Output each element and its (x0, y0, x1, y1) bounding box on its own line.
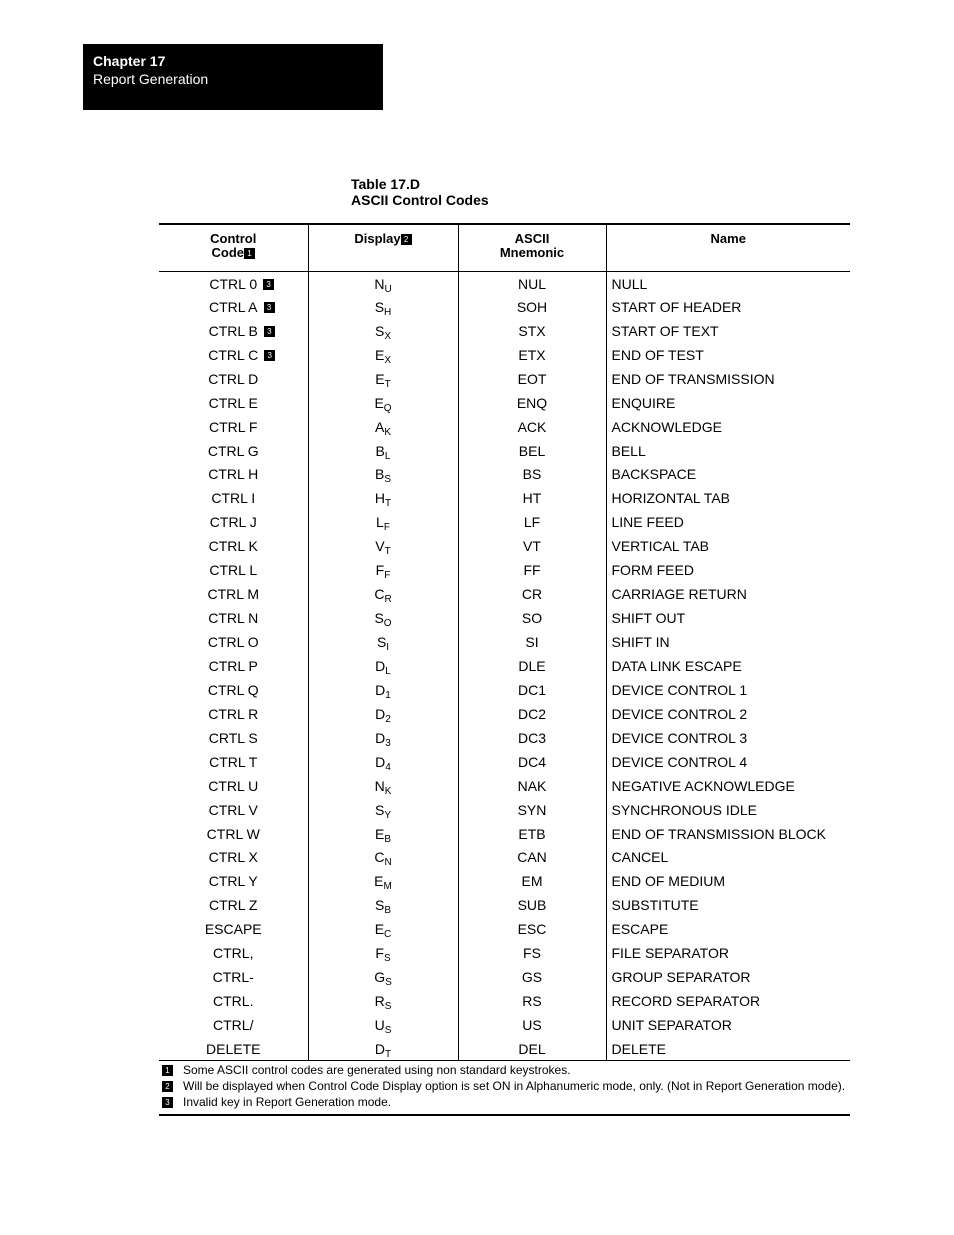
control-code-cell (159, 917, 308, 941)
display-cell (308, 917, 458, 941)
display-cell (308, 822, 458, 846)
display-cell (308, 606, 458, 630)
display-char: S (374, 897, 385, 914)
display-subscript: X (384, 330, 391, 342)
control-code-cell (159, 391, 308, 415)
table-row (159, 822, 850, 846)
code-name-cell: END OF MEDIUM (606, 869, 850, 893)
footnote-marker: 1 (244, 248, 255, 259)
display-char: D (375, 753, 386, 770)
display-cell (308, 367, 458, 391)
display-cell (308, 989, 458, 1013)
code-name-cell: DEVICE CONTROL 1 (606, 678, 850, 702)
display-subscript: C (384, 929, 392, 941)
control-code: CTRL Q (207, 681, 259, 698)
ascii-mnemonic-cell: EOT (458, 367, 606, 391)
display-cell (308, 534, 458, 558)
display-cell (308, 846, 458, 870)
display-subscript: T (384, 546, 391, 558)
ascii-mnemonic-cell: EM (458, 869, 606, 893)
control-code-cell (159, 798, 308, 822)
display-char: E (374, 921, 385, 938)
code-name-cell: CARRIAGE RETURN (606, 582, 850, 606)
ascii-mnemonic-cell: BS (458, 463, 606, 487)
control-code-cell (159, 295, 308, 319)
code-name-cell: SHIFT IN (606, 630, 850, 654)
table-number: Table 17.D (351, 176, 420, 192)
display-subscript: 4 (385, 761, 391, 773)
control-code-cell (159, 822, 308, 846)
ascii-mnemonic-cell: ACK (458, 415, 606, 439)
control-code-cell (159, 439, 308, 463)
control-code: CTRL F (209, 418, 258, 435)
display-char: S (374, 801, 385, 818)
footnote (159, 1094, 850, 1110)
control-code-cell (159, 750, 308, 774)
table-row (159, 415, 850, 439)
footnote-marker: 3 (264, 302, 275, 313)
code-name-cell: NEGATIVE ACKNOWLEDGE (606, 774, 850, 798)
ascii-mnemonic-cell: ESC (458, 917, 606, 941)
display-subscript: L (384, 450, 391, 462)
control-code: CTRL K (208, 538, 258, 555)
control-code: CTRL N (208, 610, 259, 627)
ascii-mnemonic-cell: VT (458, 534, 606, 558)
code-name-cell: END OF TEST (606, 343, 850, 367)
control-code: CTRL J (209, 514, 257, 531)
table-row (159, 558, 850, 582)
ascii-mnemonic-cell: SYN (458, 798, 606, 822)
display-subscript: N (384, 857, 392, 869)
display-cell (308, 415, 458, 439)
chapter-header (83, 44, 383, 110)
chapter-title: Report Generation (93, 71, 209, 87)
display-subscript: O (383, 618, 392, 630)
code-name-cell: LINE FEED (606, 510, 850, 534)
control-code: ESCAPE (204, 921, 262, 938)
display-subscript: K (384, 785, 392, 797)
control-code: CTRL U (208, 777, 259, 794)
table-title: ASCII Control Codes (351, 192, 489, 208)
table-row (159, 486, 850, 510)
display-subscript: S (383, 953, 391, 965)
display-cell (308, 965, 458, 989)
code-name-cell: DEVICE CONTROL 3 (606, 726, 850, 750)
control-code: CTRL W (206, 825, 260, 842)
display-cell (308, 630, 458, 654)
code-name-cell: ACKNOWLEDGE (606, 415, 850, 439)
code-name-cell: GROUP SEPARATOR (606, 965, 850, 989)
ascii-mnemonic-cell: BEL (458, 439, 606, 463)
code-name-cell: END OF TRANSMISSION BLOCK (606, 822, 850, 846)
ascii-mnemonic-cell: ETX (458, 343, 606, 367)
column-header-display: Display 2 (308, 224, 458, 271)
table-row (159, 510, 850, 534)
footnote-text: Some ASCII control codes are generated using non standard keystrokes. (183, 1063, 571, 1077)
control-code: CTRL A (209, 298, 258, 315)
code-name-cell: HORIZONTAL TAB (606, 486, 850, 510)
display-char: E (375, 370, 385, 387)
footnote-marker: 3 (162, 1097, 173, 1108)
display-cell (308, 774, 458, 798)
ascii-mnemonic-cell: DC1 (458, 678, 606, 702)
display-cell (308, 1037, 458, 1061)
display-cell (308, 582, 458, 606)
ascii-mnemonic-cell: RS (458, 989, 606, 1013)
display-char: D (375, 729, 386, 746)
table-header-row (159, 224, 850, 271)
display-subscript: M (383, 881, 392, 893)
control-code: CTRL E (208, 394, 258, 411)
display-cell (308, 941, 458, 965)
control-code-cell (159, 367, 308, 391)
table-row (159, 869, 850, 893)
display-subscript: F (383, 522, 390, 534)
control-code-cell (159, 319, 308, 343)
table-row (159, 630, 850, 654)
control-code-cell (159, 271, 308, 295)
control-code-cell (159, 463, 308, 487)
display-char: A (374, 418, 385, 435)
display-char: D (374, 1040, 385, 1057)
table-row (159, 917, 850, 941)
ascii-mnemonic-cell: NUL (458, 271, 606, 295)
display-subscript: X (384, 354, 391, 366)
control-code: CTRL G (207, 442, 259, 459)
display-subscript: S (384, 474, 391, 486)
display-cell (308, 343, 458, 367)
ascii-mnemonic-cell: ETB (458, 822, 606, 846)
display-char: D (375, 705, 386, 722)
table-row (159, 271, 850, 295)
display-cell (308, 893, 458, 917)
control-code: CTRL Z (209, 897, 258, 914)
code-name-cell: DELETE (606, 1037, 850, 1061)
display-cell (308, 271, 458, 295)
control-code: CTRL, (213, 945, 254, 962)
display-subscript: H (384, 306, 392, 318)
code-name-cell: DEVICE CONTROL 2 (606, 702, 850, 726)
table-row (159, 582, 850, 606)
footnote-marker: 3 (264, 326, 275, 337)
display-cell (308, 869, 458, 893)
column-header-name: Name (606, 224, 850, 271)
table-row (159, 989, 850, 1013)
display-subscript: I (386, 642, 390, 654)
table-row (159, 295, 850, 319)
display-cell (308, 319, 458, 343)
table-footnotes (159, 1062, 850, 1116)
footnote-marker: 1 (162, 1065, 173, 1076)
control-code-cell (159, 654, 308, 678)
table-row (159, 846, 850, 870)
table-row (159, 654, 850, 678)
code-name-cell: END OF TRANSMISSION (606, 367, 850, 391)
control-code-cell (159, 486, 308, 510)
display-char: U (374, 1017, 385, 1034)
ascii-mnemonic-cell: DC3 (458, 726, 606, 750)
display-char: F (375, 562, 385, 579)
footnote (159, 1062, 850, 1078)
code-name-cell: VERTICAL TAB (606, 534, 850, 558)
footnote-marker: 3 (263, 279, 274, 290)
display-subscript: Q (383, 402, 392, 414)
display-cell (308, 798, 458, 822)
ascii-mnemonic-cell: SOH (458, 295, 606, 319)
display-cell (308, 1013, 458, 1037)
control-code-cell (159, 1013, 308, 1037)
footnote-text: Will be displayed when Control Code Display option is set ON in Alphanumeric mode, only. (Not in Report Generation mode). (183, 1079, 846, 1093)
display-char: R (374, 993, 385, 1010)
control-code-cell (159, 558, 308, 582)
display-char: D (375, 681, 386, 698)
code-name-cell: CANCEL (606, 846, 850, 870)
table-row (159, 798, 850, 822)
code-name-cell: DEVICE CONTROL 4 (606, 750, 850, 774)
control-code: CTRL H (208, 466, 259, 483)
display-char: E (374, 346, 385, 363)
table-row (159, 439, 850, 463)
control-code: CTRL X (208, 849, 258, 866)
code-name-cell: SHIFT OUT (606, 606, 850, 630)
control-code: CTRL Y (208, 873, 258, 890)
code-name-cell: SYNCHRONOUS IDLE (606, 798, 850, 822)
control-code-cell (159, 534, 308, 558)
table-caption (351, 176, 489, 208)
ascii-mnemonic-cell: SUB (458, 893, 606, 917)
ascii-mnemonic-cell: CR (458, 582, 606, 606)
control-code: CTRL 0 (209, 276, 258, 293)
table-row (159, 319, 850, 343)
display-cell (308, 726, 458, 750)
control-code-cell (159, 726, 308, 750)
code-name-cell: RECORD SEPARATOR (606, 989, 850, 1013)
ascii-mnemonic-cell: HT (458, 486, 606, 510)
display-cell (308, 750, 458, 774)
ascii-control-codes-table (159, 223, 850, 1061)
table-row (159, 463, 850, 487)
ascii-mnemonic-cell: DLE (458, 654, 606, 678)
display-subscript: S (385, 977, 392, 989)
control-code: CTRL T (209, 753, 258, 770)
control-code: CTRL/ (213, 1017, 254, 1034)
control-code: CTRL B (208, 322, 258, 339)
control-code: CTRL I (211, 490, 256, 507)
control-code-cell (159, 941, 308, 965)
display-cell (308, 486, 458, 510)
ascii-mnemonic-cell: FF (458, 558, 606, 582)
control-code: DELETE (206, 1040, 261, 1057)
code-name-cell: DATA LINK ESCAPE (606, 654, 850, 678)
display-subscript: 2 (385, 713, 391, 725)
display-subscript: S (384, 1001, 392, 1013)
code-name-cell: START OF TEXT (606, 319, 850, 343)
ascii-mnemonic-cell: GS (458, 965, 606, 989)
control-code-cell (159, 893, 308, 917)
control-code-cell (159, 630, 308, 654)
ascii-mnemonic-cell: DC4 (458, 750, 606, 774)
control-code-cell (159, 869, 308, 893)
display-char: E (374, 873, 384, 890)
table-row (159, 1037, 850, 1061)
control-code-cell (159, 510, 308, 534)
control-code-cell (159, 582, 308, 606)
display-subscript: Y (384, 809, 391, 821)
table-row (159, 702, 850, 726)
ascii-mnemonic-cell: ENQ (458, 391, 606, 415)
display-char: H (374, 490, 385, 507)
table-row (159, 750, 850, 774)
table-row (159, 367, 850, 391)
ascii-mnemonic-cell: STX (458, 319, 606, 343)
footnote-marker: 2 (401, 234, 412, 245)
display-char: S (376, 634, 387, 651)
chapter-number: Chapter 17 (93, 53, 166, 69)
display-subscript: F (384, 570, 391, 582)
ascii-mnemonic-cell: CAN (458, 846, 606, 870)
display-cell (308, 463, 458, 487)
code-name-cell: FORM FEED (606, 558, 850, 582)
display-subscript: R (384, 594, 392, 606)
control-code: CTRL- (212, 969, 254, 986)
display-subscript: 3 (385, 737, 391, 749)
display-cell (308, 702, 458, 726)
code-name-cell: ESCAPE (606, 917, 850, 941)
footnote-marker: 3 (264, 350, 275, 361)
control-code: CTRL P (208, 657, 258, 674)
display-subscript: T (385, 1048, 392, 1060)
control-code-cell (159, 678, 308, 702)
control-code-cell (159, 846, 308, 870)
ascii-mnemonic-cell: SO (458, 606, 606, 630)
table-row (159, 606, 850, 630)
code-name-cell: FILE SEPARATOR (606, 941, 850, 965)
control-code: CTRL D (208, 370, 259, 387)
control-code: CRTL S (208, 729, 258, 746)
display-subscript: S (384, 1025, 392, 1037)
ascii-mnemonic-cell: US (458, 1013, 606, 1037)
display-subscript: B (384, 905, 391, 917)
display-char: N (374, 276, 385, 293)
display-char: C (374, 586, 385, 603)
table-row (159, 1013, 850, 1037)
code-name-cell: START OF HEADER (606, 295, 850, 319)
display-cell (308, 295, 458, 319)
table-row (159, 965, 850, 989)
display-char: F (375, 945, 384, 962)
display-cell (308, 391, 458, 415)
control-code-cell (159, 415, 308, 439)
display-cell (308, 678, 458, 702)
display-subscript: L (385, 665, 391, 677)
table-row (159, 343, 850, 367)
display-char: B (374, 466, 385, 483)
display-char: G (374, 969, 386, 986)
display-char: E (374, 825, 385, 842)
ascii-mnemonic-cell: DC2 (458, 702, 606, 726)
control-code: CTRL. (213, 993, 254, 1010)
control-code-cell (159, 774, 308, 798)
control-code-cell (159, 965, 308, 989)
table-row (159, 893, 850, 917)
display-subscript: K (384, 426, 391, 438)
column-header-control-code: Control Code 1 (159, 224, 308, 271)
display-char: B (375, 442, 385, 459)
display-subscript: T (385, 498, 392, 510)
footnote-marker: 2 (162, 1081, 173, 1092)
footnote-text: Invalid key in Report Generation mode. (183, 1095, 392, 1109)
code-name-cell: ENQUIRE (606, 391, 850, 415)
footnote (159, 1078, 850, 1094)
ascii-mnemonic-cell: LF (458, 510, 606, 534)
ascii-mnemonic-cell: FS (458, 941, 606, 965)
table-row (159, 391, 850, 415)
table-row (159, 941, 850, 965)
column-header-ascii-mnemonic: ASCII Mnemonic (458, 224, 606, 271)
display-subscript: U (384, 284, 392, 296)
display-cell (308, 439, 458, 463)
table-row (159, 774, 850, 798)
table-row (159, 678, 850, 702)
display-char: L (376, 514, 384, 531)
code-name-cell: BACKSPACE (606, 463, 850, 487)
ascii-mnemonic-cell: NAK (458, 774, 606, 798)
control-code: CTRL M (207, 586, 260, 603)
display-subscript: B (384, 833, 391, 845)
display-cell (308, 558, 458, 582)
control-code-cell (159, 606, 308, 630)
display-subscript: 1 (385, 689, 391, 701)
table-row (159, 534, 850, 558)
control-code: CTRL L (209, 562, 258, 579)
control-code-cell (159, 702, 308, 726)
code-name-cell: BELL (606, 439, 850, 463)
table-row (159, 726, 850, 750)
control-code: CTRL C (208, 346, 259, 363)
ascii-mnemonic-cell: SI (458, 630, 606, 654)
control-code-cell (159, 343, 308, 367)
display-cell (308, 654, 458, 678)
display-char: D (375, 657, 386, 674)
control-code: CTRL O (207, 634, 259, 651)
control-code: CTRL V (208, 801, 258, 818)
control-code: CTRL R (208, 705, 259, 722)
display-cell (308, 510, 458, 534)
display-char: C (374, 849, 385, 866)
control-code-cell (159, 1037, 308, 1061)
ascii-mnemonic-cell: DEL (458, 1037, 606, 1061)
code-name-cell: UNIT SEPARATOR (606, 1013, 850, 1037)
display-char: S (374, 610, 384, 627)
code-name-cell: SUBSTITUTE (606, 893, 850, 917)
display-char: V (375, 538, 385, 555)
control-code-cell (159, 989, 308, 1013)
display-char: S (374, 322, 385, 339)
display-subscript: T (384, 378, 391, 390)
code-name-cell: NULL (606, 271, 850, 295)
display-char: E (374, 394, 384, 411)
display-char: S (374, 298, 385, 315)
display-char: N (374, 777, 385, 794)
